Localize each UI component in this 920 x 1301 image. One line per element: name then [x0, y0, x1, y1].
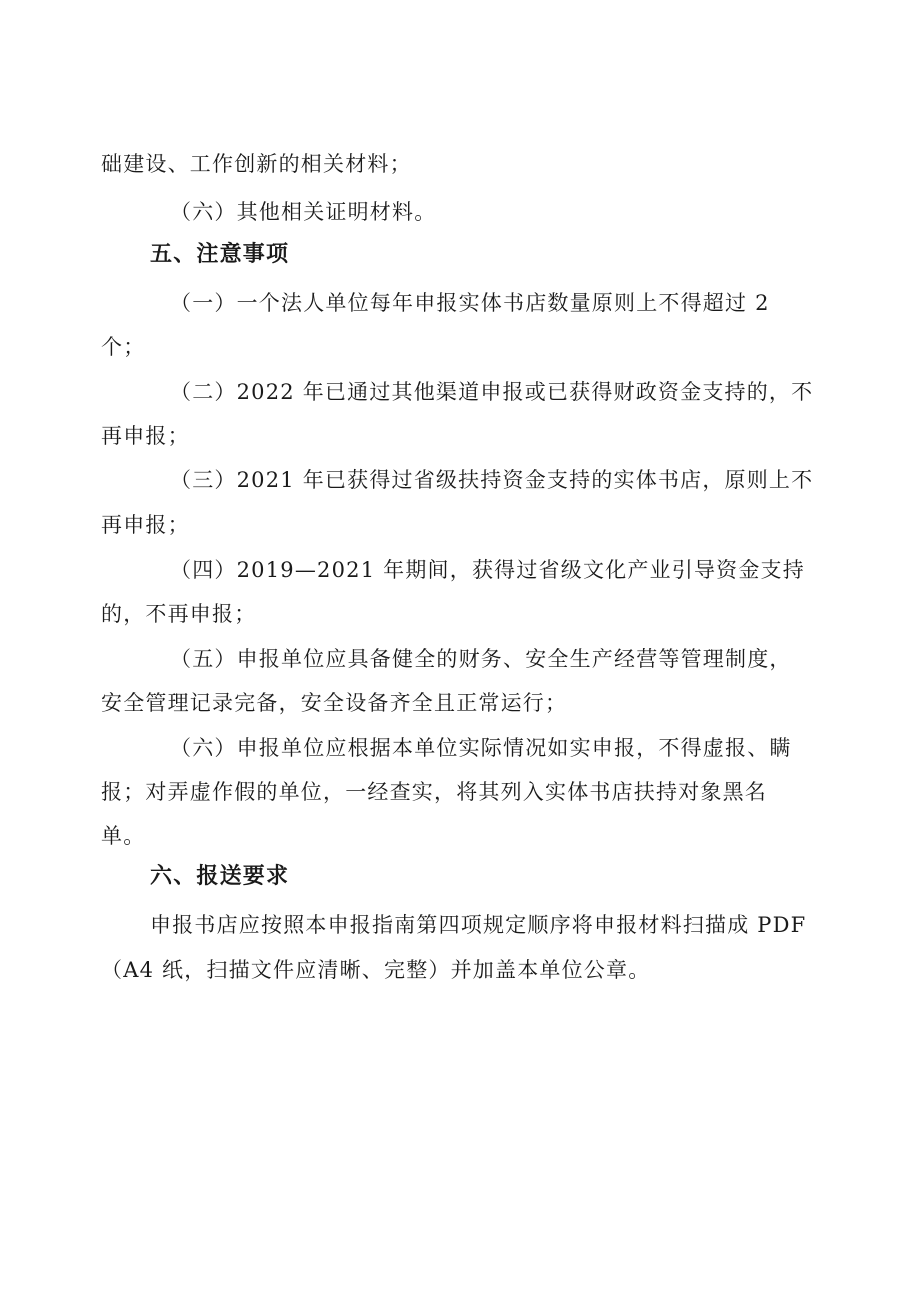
- note-item-3-cont: 再申报；: [101, 513, 190, 537]
- section-heading-notes: 五、注意事项: [150, 242, 290, 267]
- note-item-5: （五）申报单位应具备健全的财务、安全生产经营等管理制度，: [170, 647, 792, 671]
- submission-paragraph-cont: （A4 纸，扫描文件应清晰、完整）并加盖本单位公章。: [101, 958, 651, 982]
- note-item-6: （六）申报单位应根据本单位实际情况如实申报，不得虚报、瞒: [170, 736, 792, 760]
- paragraph-line: 础建设、工作创新的相关材料；: [101, 152, 412, 176]
- note-item-2-cont: 再申报；: [101, 424, 190, 448]
- note-item-6-cont2: 单。: [101, 824, 146, 848]
- note-item-3: （三）2021 年已获得过省级扶持资金支持的实体书店，原则上不: [170, 468, 814, 492]
- section-heading-submission: 六、报送要求: [150, 864, 290, 889]
- note-item-4-cont: 的，不再申报；: [101, 602, 257, 626]
- note-item-2: （二）2022 年已通过其他渠道申报或已获得财政资金支持的，不: [170, 380, 814, 404]
- note-item-5-cont: 安全管理记录完备，安全设备齐全且正常运行；: [101, 691, 568, 715]
- note-item-1-cont: 个；: [101, 335, 146, 359]
- list-item-six-materials: （六）其他相关证明材料。: [170, 200, 437, 224]
- note-item-1: （一）一个法人单位每年申报实体书店数量原则上不得超过 2: [170, 291, 770, 315]
- note-item-4: （四）2019—2021 年期间，获得过省级文化产业引导资金支持: [170, 558, 805, 582]
- note-item-6-cont: 报；对弄虚作假的单位，一经查实，将其列入实体书店扶持对象黑名: [101, 780, 767, 804]
- submission-paragraph: 申报书店应按照本申报指南第四项规定顺序将申报材料扫描成 PDF: [150, 913, 807, 937]
